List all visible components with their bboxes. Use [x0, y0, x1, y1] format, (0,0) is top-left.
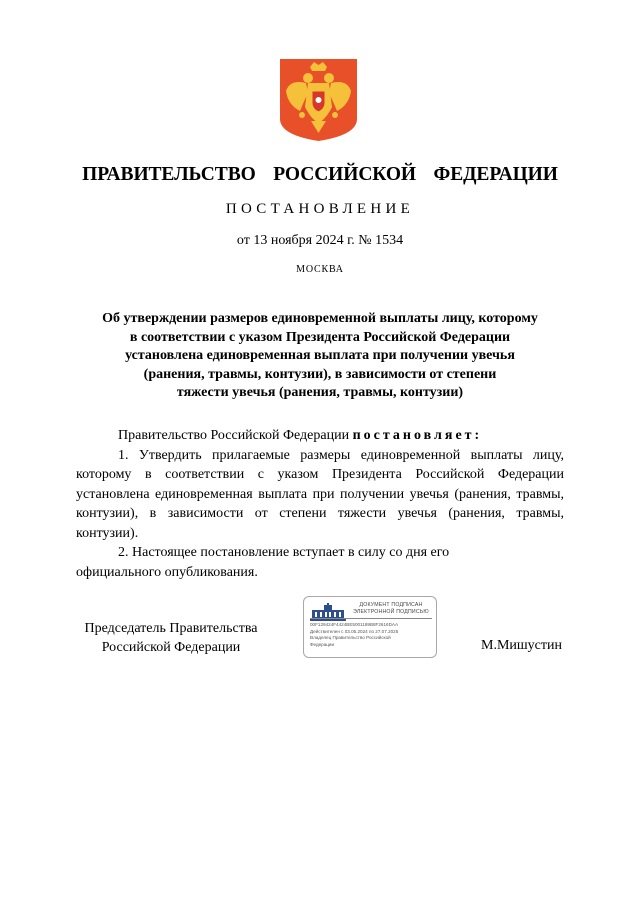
stamp-title-line: ДОКУМЕНТ ПОДПИСАН: [359, 602, 423, 608]
heading-line: в соответствии с указом Президента Российской Федерации: [129, 329, 511, 345]
heading-line: установлена единовременная выплата при получении увечья: [125, 348, 515, 363]
paragraph-2-line-2: официального опубликования.: [76, 564, 258, 580]
signer-position: [76, 620, 266, 657]
document-type: ПОСТАНОВЛЕНИЕ: [225, 201, 415, 217]
stamp-certificate: 00F129424F4424BE5001189B8F2616DAA: [310, 622, 399, 627]
paragraph-1: 1. Утвердить прилагаемые размеры единовременной выплаты лицу, которому в соответствии с указом Президента Российской Федерации установлена единовременная выплата при получении увечья (ранения, травмы, контузии), в зависимости от степени тяжести увечья (ранения, травмы, контузии).: [76, 447, 564, 541]
government-title: ПРАВИТЕЛЬСТВО РОССИЙСКОЙ ФЕДЕРАЦИИ: [82, 164, 558, 185]
stamp-title-line: ЭЛЕКТРОННОЙ ПОДПИСЬЮ: [353, 609, 429, 615]
stamp-owner: Федерации: [310, 641, 335, 647]
heading-line: (ранения, травмы, контузии), в зависимости от степени: [143, 366, 497, 382]
heading-line: Об утверждении размеров единовременной выплаты лицу, которому: [102, 311, 538, 326]
intro-text: Правительство Российской Федерации: [118, 428, 353, 443]
signer-position-line: Российской Федерации: [101, 639, 241, 655]
document-body: [76, 426, 564, 582]
heading-line: тяжести увечья (ранения, травмы, контузии): [176, 385, 464, 400]
stamp-divider: [310, 618, 432, 619]
signer-position-line: Председатель Правительства: [84, 621, 258, 636]
decree-keyword: постановляет:: [352, 428, 483, 443]
document-heading: [60, 310, 580, 403]
electronic-signature-stamp: [303, 596, 437, 658]
stamp-details: [310, 622, 434, 648]
intro-paragraph: [76, 426, 564, 446]
stamp-title: [348, 602, 434, 616]
stamp-validity: Действителен с 03.05.2024 по 27.07.2025: [310, 628, 399, 634]
signer-name: М.Мишустин: [481, 638, 562, 653]
stamp-owner: Владелец Правительство Российской: [310, 635, 391, 641]
document-date-number: от 13 ноября 2024 г. № 1534: [236, 233, 404, 248]
paragraph-2-line-1: 2. Настоящее постановление вступает в силу со дня его: [118, 545, 450, 560]
coat-of-arms-icon: [278, 57, 359, 143]
city: МОСКВА: [296, 264, 344, 275]
